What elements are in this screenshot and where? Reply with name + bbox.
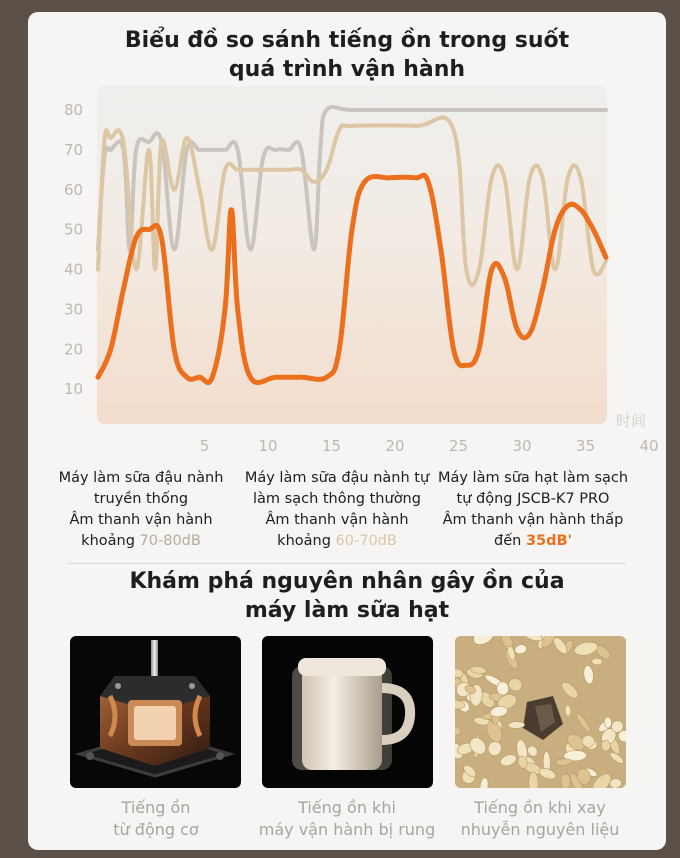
x-tick-label: 5 <box>199 437 210 455</box>
caption-traditional <box>38 468 244 552</box>
x-tick-label: 20 <box>385 437 405 455</box>
y-tick-label: 50 <box>64 220 84 239</box>
x-tick-label: 15 <box>321 437 342 455</box>
caption-line: Âm thanh vận hành <box>265 512 409 528</box>
caption-line: tự động JSCB-K7 PRO <box>456 491 610 507</box>
x-tick-label: 25 <box>448 437 469 455</box>
section2-title-line1: Khám phá nguyên nhân gây ồn của <box>129 569 565 594</box>
section2-title <box>28 567 666 625</box>
y-axis-ticks <box>64 101 83 398</box>
y-tick-label: 10 <box>64 380 84 399</box>
grains-image <box>455 636 626 788</box>
main-card <box>28 12 666 850</box>
x-axis-ticks <box>200 437 659 455</box>
y-tick-label: 30 <box>64 300 84 319</box>
noise-value: 70-80dB <box>139 533 201 549</box>
section-divider <box>68 563 626 564</box>
caption-self-cleaning <box>234 468 440 552</box>
section2-title-line2: máy làm sữa hạt <box>244 598 450 623</box>
noise-value: 35dB' <box>525 533 572 549</box>
x-tick-label: 10 <box>258 437 278 455</box>
y-tick-label: 20 <box>64 340 84 359</box>
caption-value-line: khoảng 60-70dB <box>277 533 397 549</box>
plot-area <box>97 86 607 424</box>
chart-title-line2: quá trình vận hành <box>228 57 466 82</box>
vibrating-cup-image <box>262 636 433 788</box>
caption-value-line: khoảng 70-80dB <box>81 533 201 549</box>
chart-title-line1: Biểu đồ so sánh tiếng ồn trong suốt <box>124 28 570 53</box>
caption-line: Máy làm sữa đậu nành <box>58 470 224 486</box>
y-tick-label: 60 <box>64 180 84 199</box>
caption-jscb-k7-pro <box>430 468 636 552</box>
x-tick-label: 30 <box>512 437 532 455</box>
thumb-caption-vibration: Tiếng ồn khi máy vận hành bị rung <box>258 798 436 839</box>
x-tick-label: 40 <box>639 437 659 455</box>
y-tick-label: 40 <box>64 260 84 279</box>
caption-value-line: đến 35dB' <box>494 533 572 549</box>
thumb-caption-grinding: Tiếng ồn khi xay nhuyễn nguyên liệu <box>460 798 620 839</box>
thumb-caption-motor: Tiếng ồn từ động cơ <box>113 798 199 839</box>
caption-line: làm sạch thông thường <box>253 491 421 507</box>
caption-line: Máy làm sữa đậu nành tự <box>244 470 430 486</box>
x-axis-unit-label: 时间 <box>616 412 647 430</box>
motor-image <box>70 636 241 788</box>
caption-line: Âm thanh vận hành thấp <box>442 512 624 528</box>
noise-chart <box>28 12 666 472</box>
x-tick-label: 35 <box>575 437 596 455</box>
noise-value: 60-70dB <box>335 533 397 549</box>
y-tick-label: 80 <box>64 101 84 119</box>
caption-line: truyền thống <box>93 491 189 507</box>
y-tick-label: 70 <box>64 140 84 159</box>
caption-line: Máy làm sữa hạt làm sạch <box>437 470 629 486</box>
caption-line: Âm thanh vận hành <box>69 512 213 528</box>
